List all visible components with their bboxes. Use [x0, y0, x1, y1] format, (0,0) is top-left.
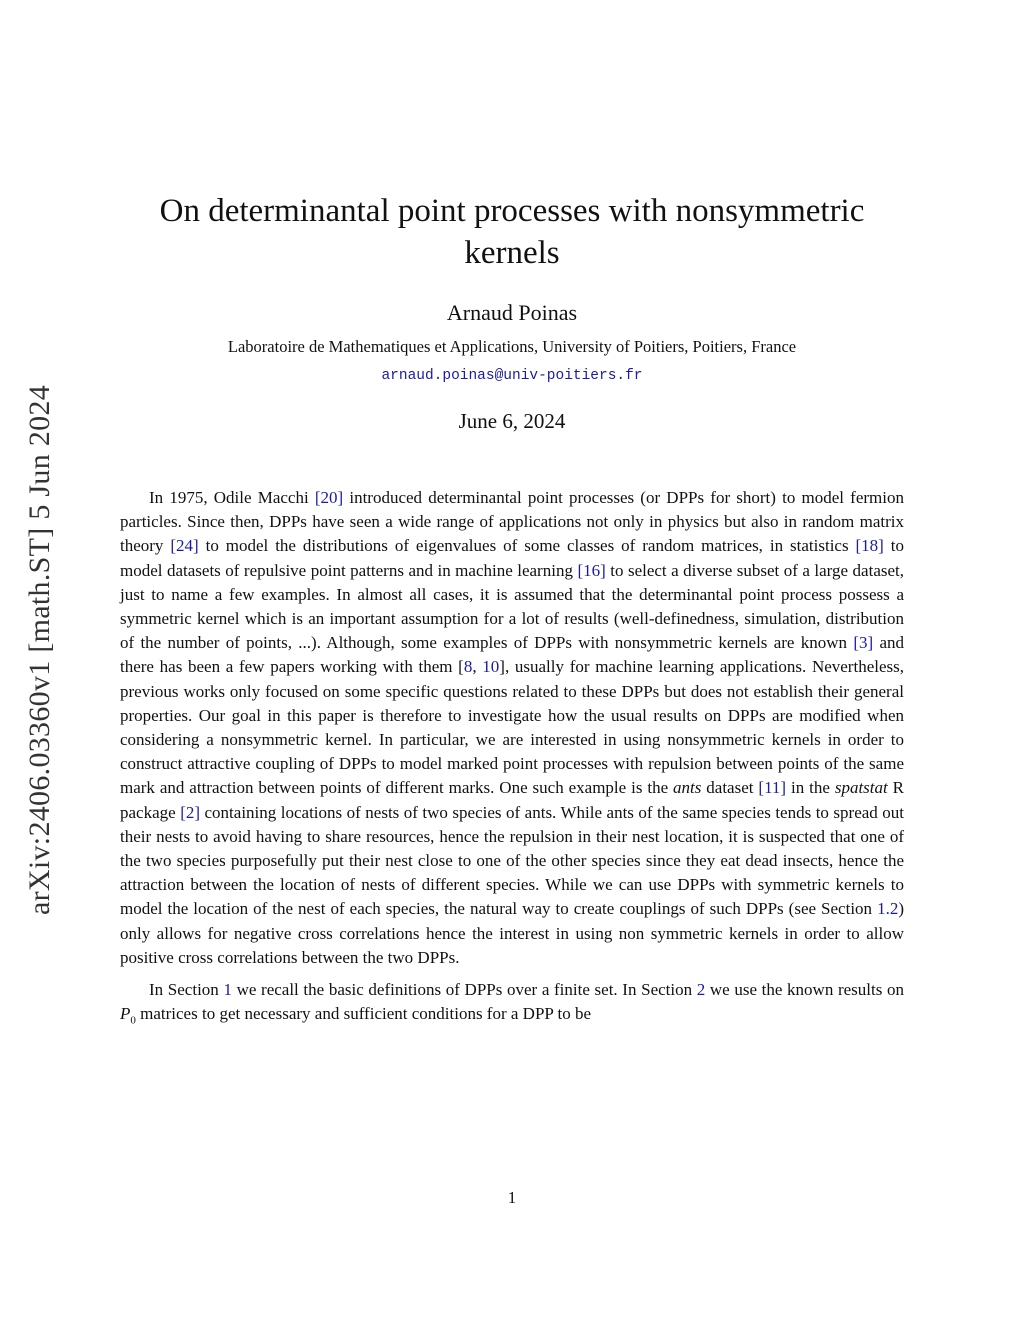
text-span: matrices to get necessary and sufficient conditions for a DPP to be: [135, 1004, 591, 1024]
text-span: R package: [120, 778, 904, 822]
section-link[interactable]: 2: [696, 980, 706, 1000]
author-email-link[interactable]: arnaud.poinas@univ-poitiers.fr: [381, 368, 643, 384]
text-span: to select a diverse subset of a large dataset, just to name a few examples. In almost all cases, it is assumed that the determinantal point process possess a symmetric kernel which is an important assumption for a lot of results (well-definedness, simulation, distribution of the number of points, ...). Although, some examples of DPPs with nonsymmetric kernels are known: [120, 560, 904, 653]
paper-title: On determinantal point processes with nonsymmetric kernels: [159, 193, 865, 271]
citation-link[interactable]: 8: [463, 657, 473, 677]
text-span: ) only allows for negative cross correlations hence the interest in using non symmetric kernels in order to allow positive cross correlations between the two DPPs.: [120, 899, 904, 967]
text-span: dataset: [701, 778, 759, 798]
text-span: In 1975, Odile Macchi: [149, 488, 315, 507]
text-span: to model datasets of repulsive point patterns and in machine learning: [120, 536, 904, 580]
citation-link[interactable]: [3]: [853, 633, 874, 653]
emphasis-text: ants: [673, 778, 702, 798]
paper-date: June 6, 2024: [458, 409, 566, 433]
paragraph-outline: [120, 978, 904, 1026]
section-link[interactable]: 1.2: [877, 899, 899, 919]
text-span: in the: [786, 778, 835, 798]
citation-link[interactable]: [11]: [758, 778, 787, 798]
page-number: 1: [507, 1188, 517, 1207]
paragraph-introduction: [120, 486, 904, 970]
arxiv-side-stamp: arXiv:2406.03360v1 [math.ST] 5 Jun 2024: [23, 385, 56, 915]
text-span: ], usually for machine learning applications. Nevertheless, previous works only focused on some specific questions related to these DPPs but does not establish their general properties. Our goal in this paper is therefore to investigate how the usual results on DPPs are modified when considering a nonsymmetric kernel. In particular, we are interested in using nonsymmetric kernels in order to construct attractive coupling of DPPs to model marked point processes with repulsion between points of the same mark and attraction between points of different marks. One such example is the: [120, 657, 904, 798]
citation-link[interactable]: [18]: [855, 536, 884, 556]
text-span: and there has been a few papers working with them [: [120, 633, 904, 677]
citation-link[interactable]: [20]: [314, 488, 344, 507]
text-span: ,: [472, 657, 483, 677]
section-link[interactable]: 1: [223, 980, 232, 1000]
citation-link[interactable]: [24]: [170, 536, 199, 556]
citation-link[interactable]: 10: [482, 657, 500, 677]
text-span: we use the known results on: [705, 980, 904, 1000]
citation-link[interactable]: [2]: [180, 802, 201, 822]
author-affiliation: Laboratoire de Mathematiques et Applications, University of Poitiers, Poitiers, France: [227, 337, 797, 356]
math-symbol: P: [120, 1004, 131, 1024]
text-span: In Section: [149, 980, 224, 1000]
emphasis-text: spatstat: [834, 778, 888, 798]
text-span: to model the distributions of eigenvalues of some classes of random matrices, in statistics: [198, 536, 856, 556]
text-span: we recall the basic definitions of DPPs over a finite set. In Section: [231, 980, 697, 1000]
author-name: Arnaud Poinas: [446, 300, 578, 325]
text-span: introduced determinantal point processes (or DPPs for short) to model fermion particles. Since then, DPPs have seen a wide range of applications not only in physics but also in random matrix theory: [120, 488, 904, 556]
math-subscript: 0: [130, 1014, 136, 1027]
text-span: containing locations of nests of two species of ants. While ants of the same species tends to spread out their nests to avoid having to share resources, hence the repulsion in their nest location, it is suspected that one of the two species purposefully put their nest close to one of the other species since they eat dead insects, hence the attraction between the location of nests of different species. While we can use DPPs with symmetric kernels to model the location of the nest of each species, the natural way to create couplings of such DPPs (see Section: [120, 802, 905, 919]
citation-link[interactable]: [16]: [577, 560, 606, 580]
paper-body: [120, 486, 904, 1034]
